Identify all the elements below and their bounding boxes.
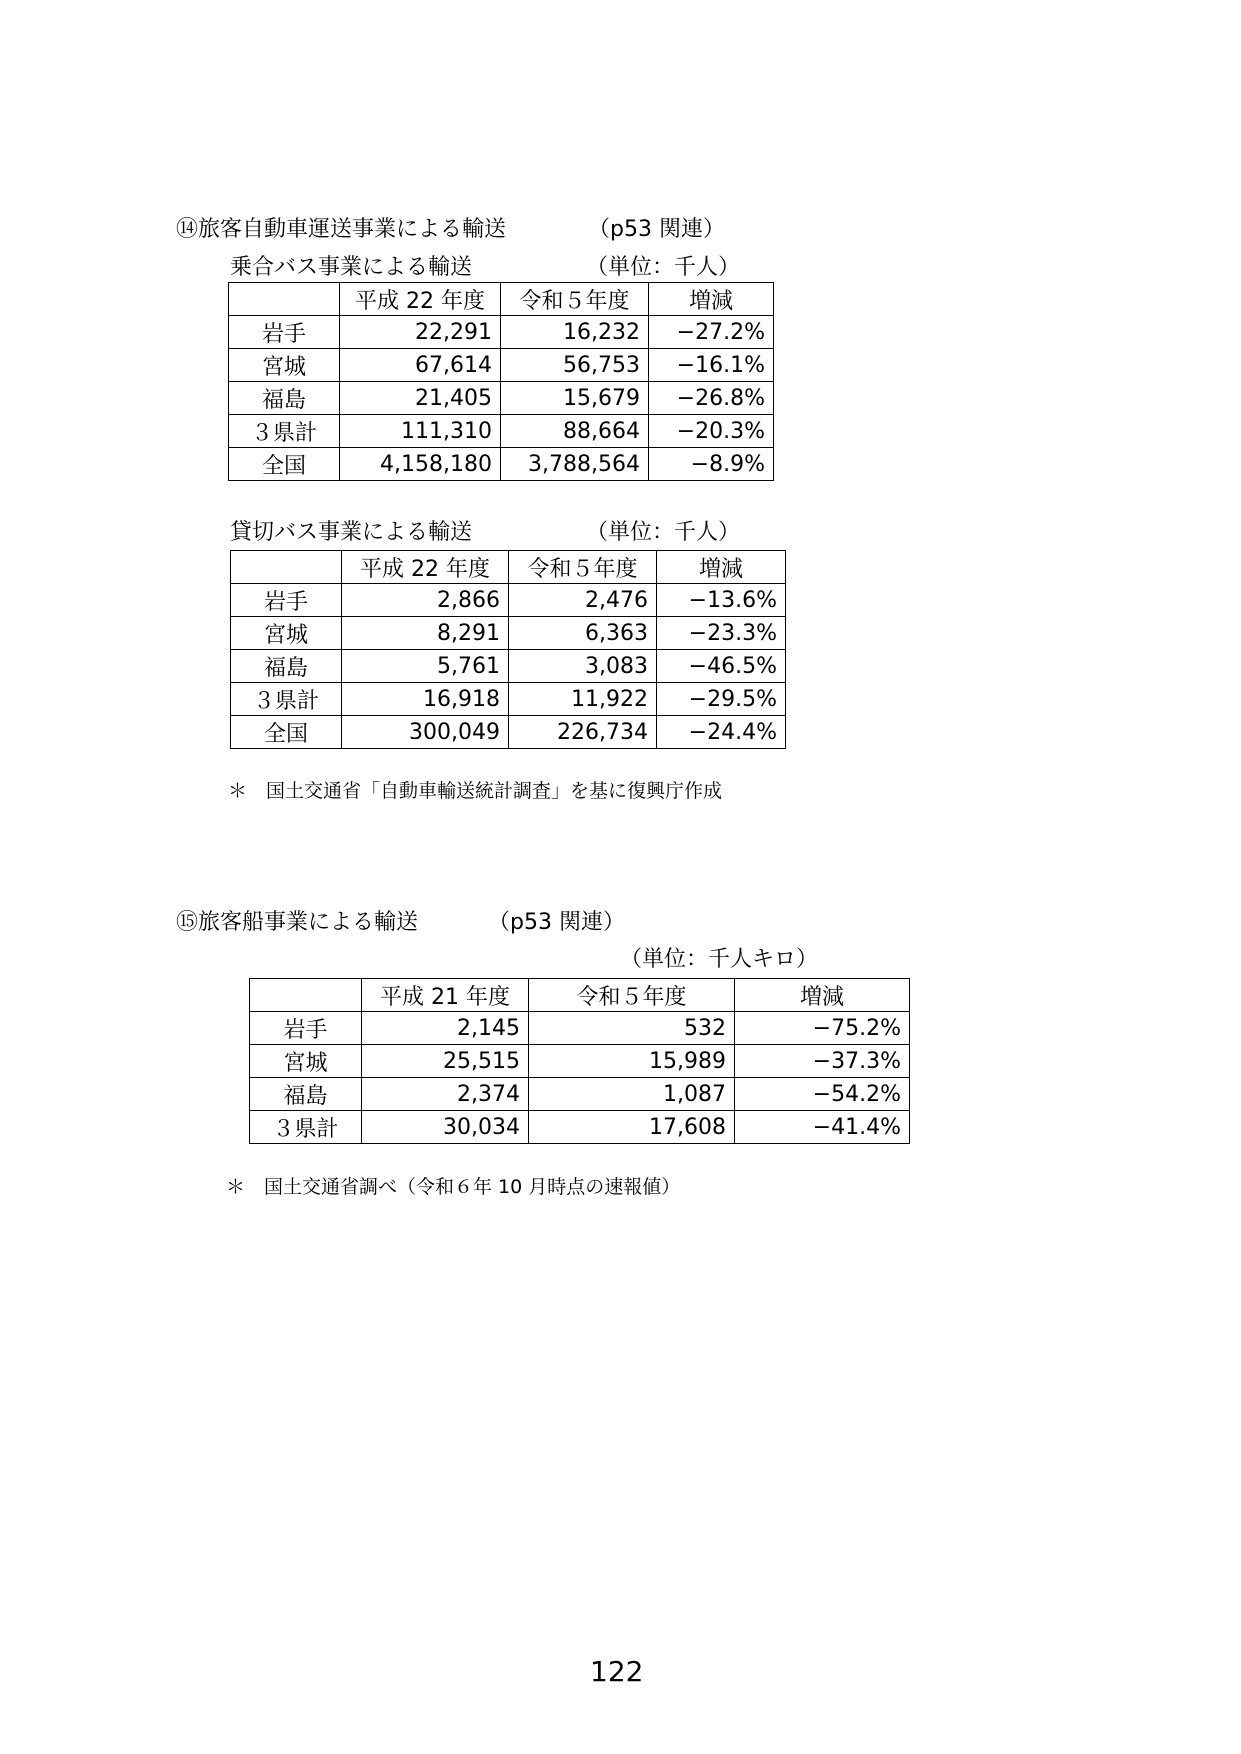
row-label: 岩手 <box>229 316 340 349</box>
cell: 88,664 <box>501 415 649 448</box>
row-label: 宮城 <box>250 1045 362 1078</box>
table-header-row <box>229 283 774 316</box>
header-cell <box>250 979 362 1012</box>
cell: 1,087 <box>529 1078 735 1111</box>
cell: 67,614 <box>340 349 501 382</box>
header-cell: 平成 21 年度 <box>362 979 529 1012</box>
cell: 15,679 <box>501 382 649 415</box>
cell: 17,608 <box>529 1111 735 1144</box>
section-14-title: ⑭旅客自動車運送事業による輸送 <box>176 217 507 242</box>
bus-regular-unit: （単位：千人） <box>586 255 741 280</box>
cell: −13.6% <box>657 584 786 617</box>
ship-table <box>249 978 910 1144</box>
cell: 3,788,564 <box>501 448 649 481</box>
page-number: 122 <box>590 1655 644 1688</box>
table-row <box>229 382 774 415</box>
cell: 2,866 <box>342 584 509 617</box>
cell: −29.5% <box>657 683 786 716</box>
row-label: 岩手 <box>250 1012 362 1045</box>
cell: −27.2% <box>649 316 774 349</box>
cell: 30,034 <box>362 1111 529 1144</box>
cell: 56,753 <box>501 349 649 382</box>
section-14-ref: （p53 関連） <box>588 217 725 242</box>
table-row <box>229 349 774 382</box>
table-row <box>250 1045 910 1078</box>
cell: −8.9% <box>649 448 774 481</box>
section-15-unit: （単位：千人キロ） <box>620 947 819 972</box>
header-cell: 増減 <box>657 551 786 584</box>
table-row <box>250 1078 910 1111</box>
row-label: 福島 <box>231 650 342 683</box>
section-14-note: ＊ 国土交通省「自動車輸送統計調査」を基に復興庁作成 <box>228 780 723 802</box>
row-label: ３県計 <box>250 1111 362 1144</box>
bus-charter-subtitle: 貸切バス事業による輸送 <box>230 520 473 545</box>
bus-regular-subtitle: 乗合バス事業による輸送 <box>230 255 473 280</box>
cell: −75.2% <box>735 1012 910 1045</box>
cell: 6,363 <box>509 617 657 650</box>
bus-regular-table <box>228 282 774 481</box>
cell: 25,515 <box>362 1045 529 1078</box>
cell: 11,922 <box>509 683 657 716</box>
cell: −16.1% <box>649 349 774 382</box>
row-label: 宮城 <box>229 349 340 382</box>
table-row <box>231 716 786 749</box>
cell: 16,918 <box>342 683 509 716</box>
cell: 2,374 <box>362 1078 529 1111</box>
cell: −24.4% <box>657 716 786 749</box>
row-label: 宮城 <box>231 617 342 650</box>
cell: 5,761 <box>342 650 509 683</box>
row-label: 福島 <box>229 382 340 415</box>
cell: −41.4% <box>735 1111 910 1144</box>
cell: −54.2% <box>735 1078 910 1111</box>
row-label: ３県計 <box>229 415 340 448</box>
cell: 3,083 <box>509 650 657 683</box>
cell: −46.5% <box>657 650 786 683</box>
row-label: ３県計 <box>231 683 342 716</box>
header-cell: 令和５年度 <box>501 283 649 316</box>
table-row <box>229 415 774 448</box>
table-header-row <box>250 979 910 1012</box>
cell: 532 <box>529 1012 735 1045</box>
header-cell: 平成 22 年度 <box>342 551 509 584</box>
cell: 16,232 <box>501 316 649 349</box>
cell: 300,049 <box>342 716 509 749</box>
cell: 22,291 <box>340 316 501 349</box>
row-label: 全国 <box>229 448 340 481</box>
cell: 2,145 <box>362 1012 529 1045</box>
bus-charter-table <box>230 550 786 749</box>
cell: 2,476 <box>509 584 657 617</box>
table-row <box>250 1111 910 1144</box>
table-row <box>231 584 786 617</box>
header-cell: 増減 <box>735 979 910 1012</box>
cell: 8,291 <box>342 617 509 650</box>
section-15-title: ⑮旅客船事業による輸送 <box>176 910 419 935</box>
row-label: 全国 <box>231 716 342 749</box>
cell: 21,405 <box>340 382 501 415</box>
table-row <box>231 650 786 683</box>
header-cell: 令和５年度 <box>509 551 657 584</box>
bus-charter-unit: （単位：千人） <box>586 520 741 545</box>
row-label: 岩手 <box>231 584 342 617</box>
table-row <box>229 316 774 349</box>
header-cell <box>229 283 340 316</box>
cell: 226,734 <box>509 716 657 749</box>
header-cell: 増減 <box>649 283 774 316</box>
table-header-row <box>231 551 786 584</box>
table-row <box>231 617 786 650</box>
header-cell <box>231 551 342 584</box>
cell: 4,158,180 <box>340 448 501 481</box>
cell: −20.3% <box>649 415 774 448</box>
cell: −23.3% <box>657 617 786 650</box>
cell: −26.8% <box>649 382 774 415</box>
cell: 111,310 <box>340 415 501 448</box>
row-label: 福島 <box>250 1078 362 1111</box>
header-cell: 令和５年度 <box>529 979 735 1012</box>
section-15-ref: （p53 関連） <box>488 910 625 935</box>
header-cell: 平成 22 年度 <box>340 283 501 316</box>
table-row <box>250 1012 910 1045</box>
table-row <box>231 683 786 716</box>
cell: 15,989 <box>529 1045 735 1078</box>
table-row <box>229 448 774 481</box>
section-15-note: ＊ 国土交通省調べ（令和６年 10 月時点の速報値） <box>226 1176 681 1198</box>
cell: −37.3% <box>735 1045 910 1078</box>
